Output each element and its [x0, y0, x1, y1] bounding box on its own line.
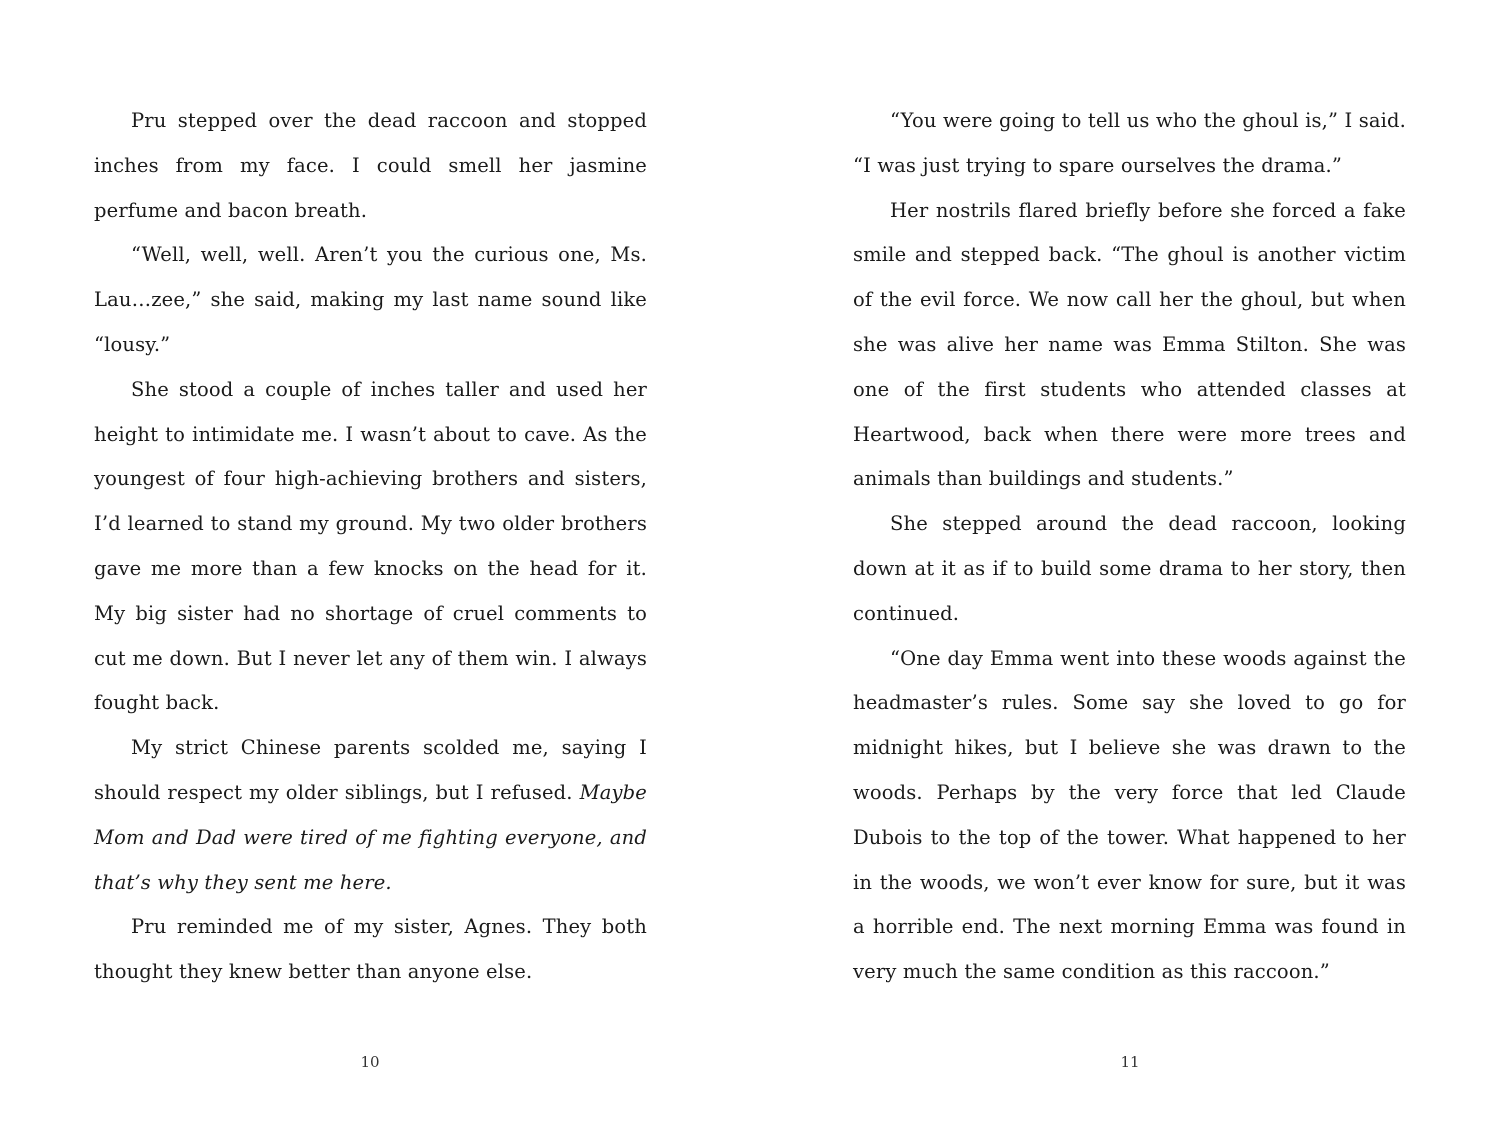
paragraph-stepped-around: She stepped around the dead raccoon, looking down at it as if to build some drama to her story, then continued.	[853, 512, 1406, 625]
paragraph-pru-stepped: Pru stepped over the dead raccoon and stopped inches from my face. I could smell her jasmine perfume and bacon breath.	[94, 109, 647, 222]
page-number-left: 10	[360, 1053, 380, 1071]
paragraph-nostrils-flared: Her nostrils flared briefly before she forced a fake smile and stepped back. “The ghoul is another victim of the evil force. We now call her the ghoul, but when she was alive her name was Emma Stilton. She was one of the first students who attended classes at Heartwood, back when there were more trees and animals than buildings and students.”	[853, 198, 1406, 491]
paragraph-ghoul-question: “You were going to tell us who the ghoul is,” I said. “I was just trying to spare ourselves the drama.”	[853, 109, 1406, 177]
paragraph-strict-parents	[94, 726, 647, 905]
right-page	[853, 99, 1406, 995]
paragraph-pru-reminded: Pru reminded me of my sister, Agnes. They both thought they knew better than anyone else.	[94, 915, 647, 984]
paragraph-emma-woods: “One day Emma went into these woods against the headmaster’s rules. Some say she loved to go for midnight hikes, but I believe she was drawn to the woods. Perhaps by the very force that led Claude Dubois to the top of the tower. What happened to her in the woods, we won’t ever know for sure, but it was a horrible end. The next morning Emma was found in very much the same condition as this raccoon.”	[853, 646, 1406, 984]
paragraph-well-well: “Well, well, well. Aren’t you the curious one, Ms. Lau…zee,” she said, making my last name sound like “lousy.”	[94, 243, 647, 356]
paragraph-strict-parents-italic-thought: Maybe Mom and Dad were tired of me fighting everyone, and that’s why they sent me here.	[94, 780, 647, 894]
paragraph-strict-parents-plain: My strict Chinese parents scolded me, saying I should respect my older siblings, but I refused.	[94, 736, 647, 804]
paragraph-stood-taller: She stood a couple of inches taller and used her height to intimidate me. I wasn’t about to cave. As the youngest of four high-achieving brothers and sisters, I’d learned to stand my ground. My two older brothers gave me more than a few knocks on the head for it. My big sister had no shortage of cruel comments to cut me down. But I never let any of them win. I always fought back.	[94, 377, 647, 715]
page-number-right: 11	[1120, 1053, 1140, 1071]
left-page	[94, 99, 647, 995]
